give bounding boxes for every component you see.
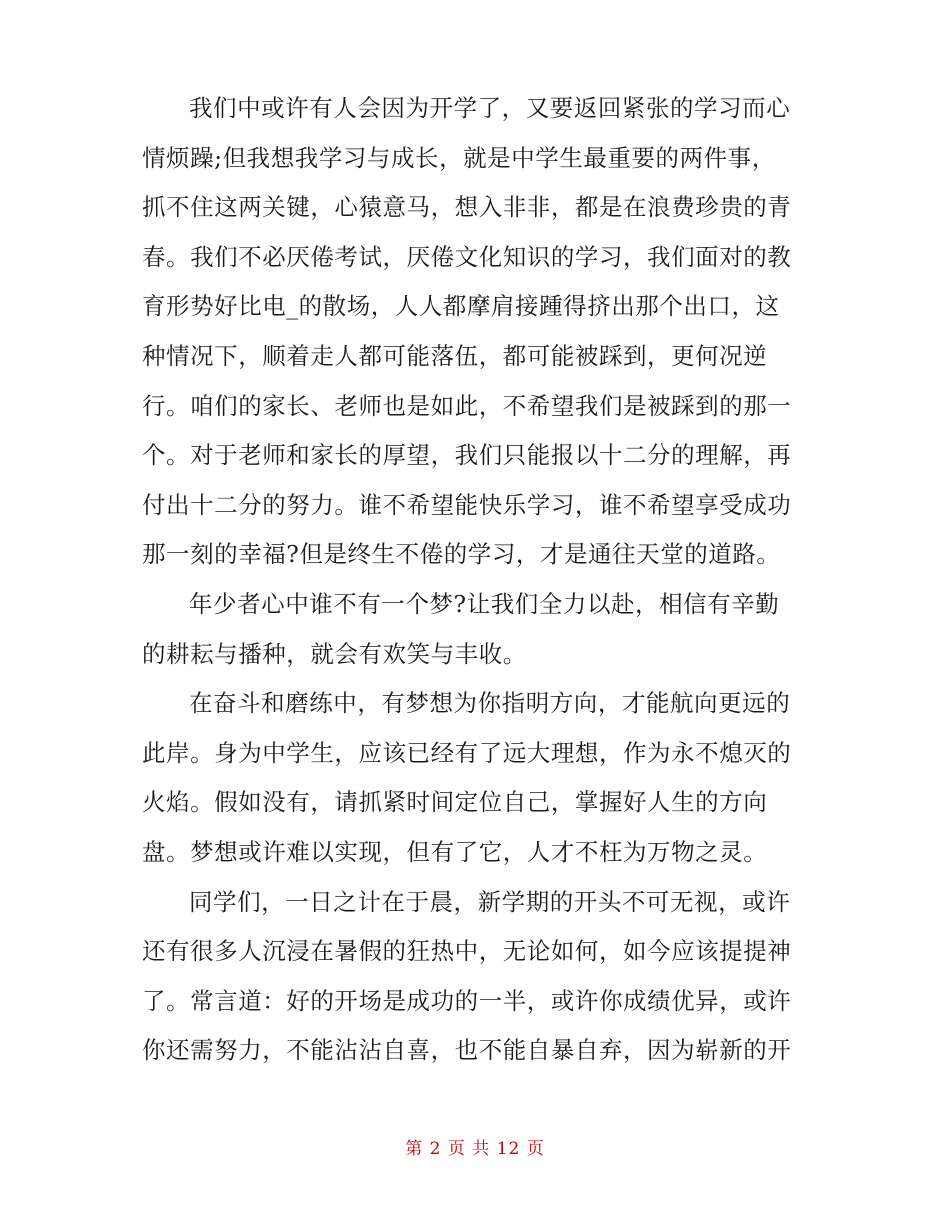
- text-line: 抓不住这两关键，心猿意马，想入非非，都是在浪费珍贵的青: [142, 193, 792, 222]
- text-line: 情烦躁;但我想我学习与成长，就是中学生最重要的两件事，: [142, 143, 776, 172]
- text-line: 育形势好比电_的散场，人人都摩肩接踵得挤出那个出口，这: [142, 292, 780, 321]
- text-line: 盘。梦想或许难以实现，但有了它，人才不枉为万物之灵。: [142, 837, 768, 866]
- text-line: 春。我们不必厌倦考试，厌倦文化知识的学习，我们面对的教: [142, 242, 792, 271]
- text-line: 种情况下，顺着走人都可能落伍，都可能被踩到，更何况逆: [142, 341, 768, 370]
- text-line: 你还需努力，不能沾沾自喜，也不能自暴自弃，因为崭新的开: [142, 1036, 792, 1065]
- text-line: 还有很多人沉浸在暑假的狂热中，无论如何，如今应该提提神: [142, 937, 792, 966]
- text-line: 同学们，一日之计在于晨，新学期的开头不可无视，或许: [189, 887, 791, 916]
- text-line: 年少者心中谁不有一个梦?让我们全力以赴，相信有辛勤: [189, 589, 780, 618]
- text-line: 付出十二分的努力。谁不希望能快乐学习，谁不希望享受成功: [142, 490, 792, 519]
- document-body: [142, 84, 814, 1076]
- text-line: 的耕耘与播种，就会有欢笑与丰收。: [142, 639, 527, 668]
- text-line: 那一刻的幸福?但是终生不倦的学习，才是通往天堂的道路。: [142, 540, 781, 569]
- text-line: 此岸。身为中学生，应该已经有了远大理想，作为永不熄灭的: [142, 738, 792, 767]
- text-line: 行。咱们的家长、老师也是如此，不希望我们是被踩到的那一: [142, 391, 792, 420]
- page-footer: [0, 1134, 950, 1159]
- page-number-label: 第 2 页 共 12 页: [405, 1139, 545, 1159]
- text-line: 个。对于老师和家长的厚望，我们只能报以十二分的理解，再: [142, 441, 792, 470]
- text-line: 火焰。假如没有，请抓紧时间定位自己，掌握好人生的方向: [142, 788, 768, 817]
- text-line: 在奋斗和磨练中，有梦想为你指明方向，才能航向更远的: [189, 689, 791, 718]
- text-line: 我们中或许有人会因为开学了，又要返回紧张的学习而心: [189, 94, 791, 122]
- text-line: 了。常言道：好的开场是成功的一半，或许你成绩优异，或许: [142, 986, 792, 1015]
